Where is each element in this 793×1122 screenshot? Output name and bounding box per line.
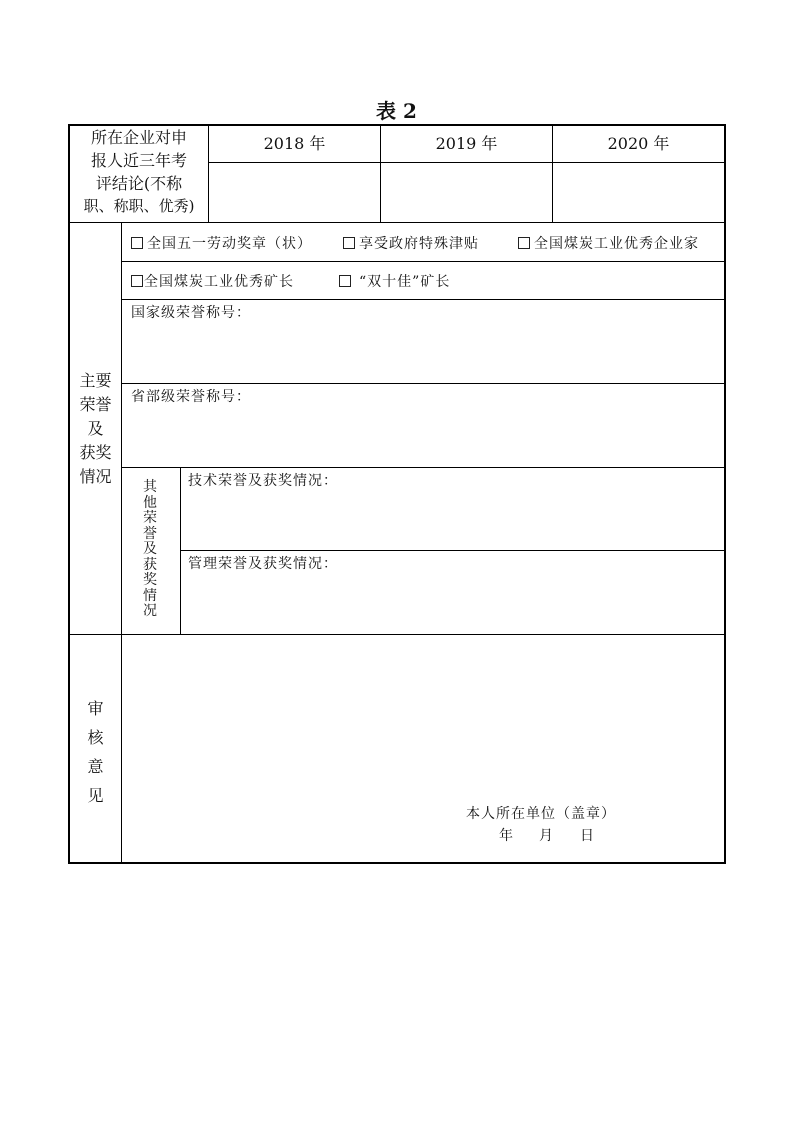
national-honor-field[interactable] bbox=[122, 322, 724, 382]
honors-label-line: 及 bbox=[87, 419, 104, 438]
section-divider-1 bbox=[68, 222, 725, 223]
review-opinion-field[interactable] bbox=[122, 635, 724, 795]
checkbox-top-ten-manager[interactable] bbox=[339, 271, 450, 291]
review-label-char: 审 bbox=[87, 699, 104, 718]
evaluation-label-line: 所在企业对申 bbox=[90, 128, 187, 147]
provincial-honor-field[interactable] bbox=[122, 406, 724, 466]
provincial-divider bbox=[121, 467, 725, 468]
review-label bbox=[70, 694, 121, 810]
other-honors-char: 况 bbox=[143, 603, 157, 619]
date-year: 年 bbox=[499, 828, 513, 844]
review-label-char: 意 bbox=[87, 757, 104, 776]
checkbox-coal-mine-manager[interactable] bbox=[131, 271, 294, 291]
year-header-2018: 2018 年 bbox=[263, 134, 326, 153]
honors-label-line: 荣誉 bbox=[79, 395, 112, 414]
evaluation-label-line: 报人近三年考 bbox=[90, 151, 187, 170]
evaluation-label bbox=[70, 126, 208, 218]
evaluation-label-line: 职、称职、优秀) bbox=[83, 197, 195, 215]
checkbox-label: 享受政府特殊津贴 bbox=[359, 236, 479, 252]
other-honors-char: 获 bbox=[143, 556, 157, 573]
year-header-2020: 2020 年 bbox=[607, 134, 670, 153]
checkbox-label: 全国煤炭工业优秀矿长 bbox=[144, 274, 294, 290]
other-honors-label bbox=[140, 480, 160, 620]
checkbox-label: 全国五一劳动奖章（状） bbox=[147, 236, 312, 252]
tech-divider bbox=[180, 550, 725, 551]
other-honors-char: 其 bbox=[143, 479, 157, 495]
year-header-2019: 2019 年 bbox=[435, 134, 498, 153]
checkbox-coal-entrepreneur[interactable] bbox=[518, 233, 699, 253]
tech-honor-field[interactable] bbox=[181, 490, 724, 549]
year-value-2019[interactable] bbox=[381, 163, 552, 222]
date-month: 月 bbox=[539, 828, 553, 844]
review-label-char: 核 bbox=[87, 728, 104, 747]
honors-label-line: 情况 bbox=[79, 467, 112, 486]
mgmt-honor-label: 管理荣誉及获奖情况： bbox=[188, 556, 338, 572]
checkbox-icon[interactable] bbox=[131, 237, 143, 249]
checkbox-icon[interactable] bbox=[131, 275, 143, 287]
checkbox-row-divider-2 bbox=[121, 299, 725, 300]
other-honors-char: 他 bbox=[143, 494, 157, 511]
checkbox-icon[interactable] bbox=[339, 275, 351, 287]
date-day: 日 bbox=[580, 828, 594, 844]
table-border-bottom bbox=[68, 862, 726, 864]
honors-label-line: 获奖 bbox=[79, 443, 112, 462]
provincial-honor-label: 省部级荣誉称号： bbox=[131, 389, 251, 405]
checkbox-icon[interactable] bbox=[518, 237, 530, 249]
table-border-right bbox=[724, 124, 726, 864]
checkbox-label: 全国煤炭工业优秀企业家 bbox=[534, 236, 699, 252]
year-value-2018[interactable] bbox=[209, 163, 380, 222]
unit-stamp-label: 本人所在单位（盖章） bbox=[466, 806, 616, 822]
other-honors-char: 誉 bbox=[143, 525, 157, 542]
checkbox-gov-allowance[interactable] bbox=[343, 233, 479, 253]
checkbox-label: “双十佳”矿长 bbox=[359, 274, 451, 290]
checkbox-labor-medal[interactable] bbox=[131, 233, 312, 253]
national-honor-label: 国家级荣誉称号： bbox=[131, 305, 251, 321]
tech-honor-label: 技术荣誉及获奖情况： bbox=[188, 473, 338, 489]
other-honors-char: 情 bbox=[143, 587, 157, 604]
checkbox-row-divider-1 bbox=[121, 261, 725, 262]
other-honors-char: 及 bbox=[143, 541, 157, 557]
honors-label bbox=[70, 369, 121, 489]
other-honors-char: 奖 bbox=[143, 572, 157, 588]
page-title: 表 2 bbox=[376, 99, 417, 123]
honors-label-line: 主要 bbox=[79, 371, 112, 390]
review-label-char: 见 bbox=[87, 786, 104, 805]
checkbox-icon[interactable] bbox=[343, 237, 355, 249]
other-honors-char: 荣 bbox=[143, 510, 157, 526]
evaluation-label-line: 评结论(不称 bbox=[95, 174, 183, 193]
national-divider bbox=[121, 383, 725, 384]
mgmt-honor-field[interactable] bbox=[181, 573, 724, 633]
year-value-2020[interactable] bbox=[553, 163, 724, 222]
